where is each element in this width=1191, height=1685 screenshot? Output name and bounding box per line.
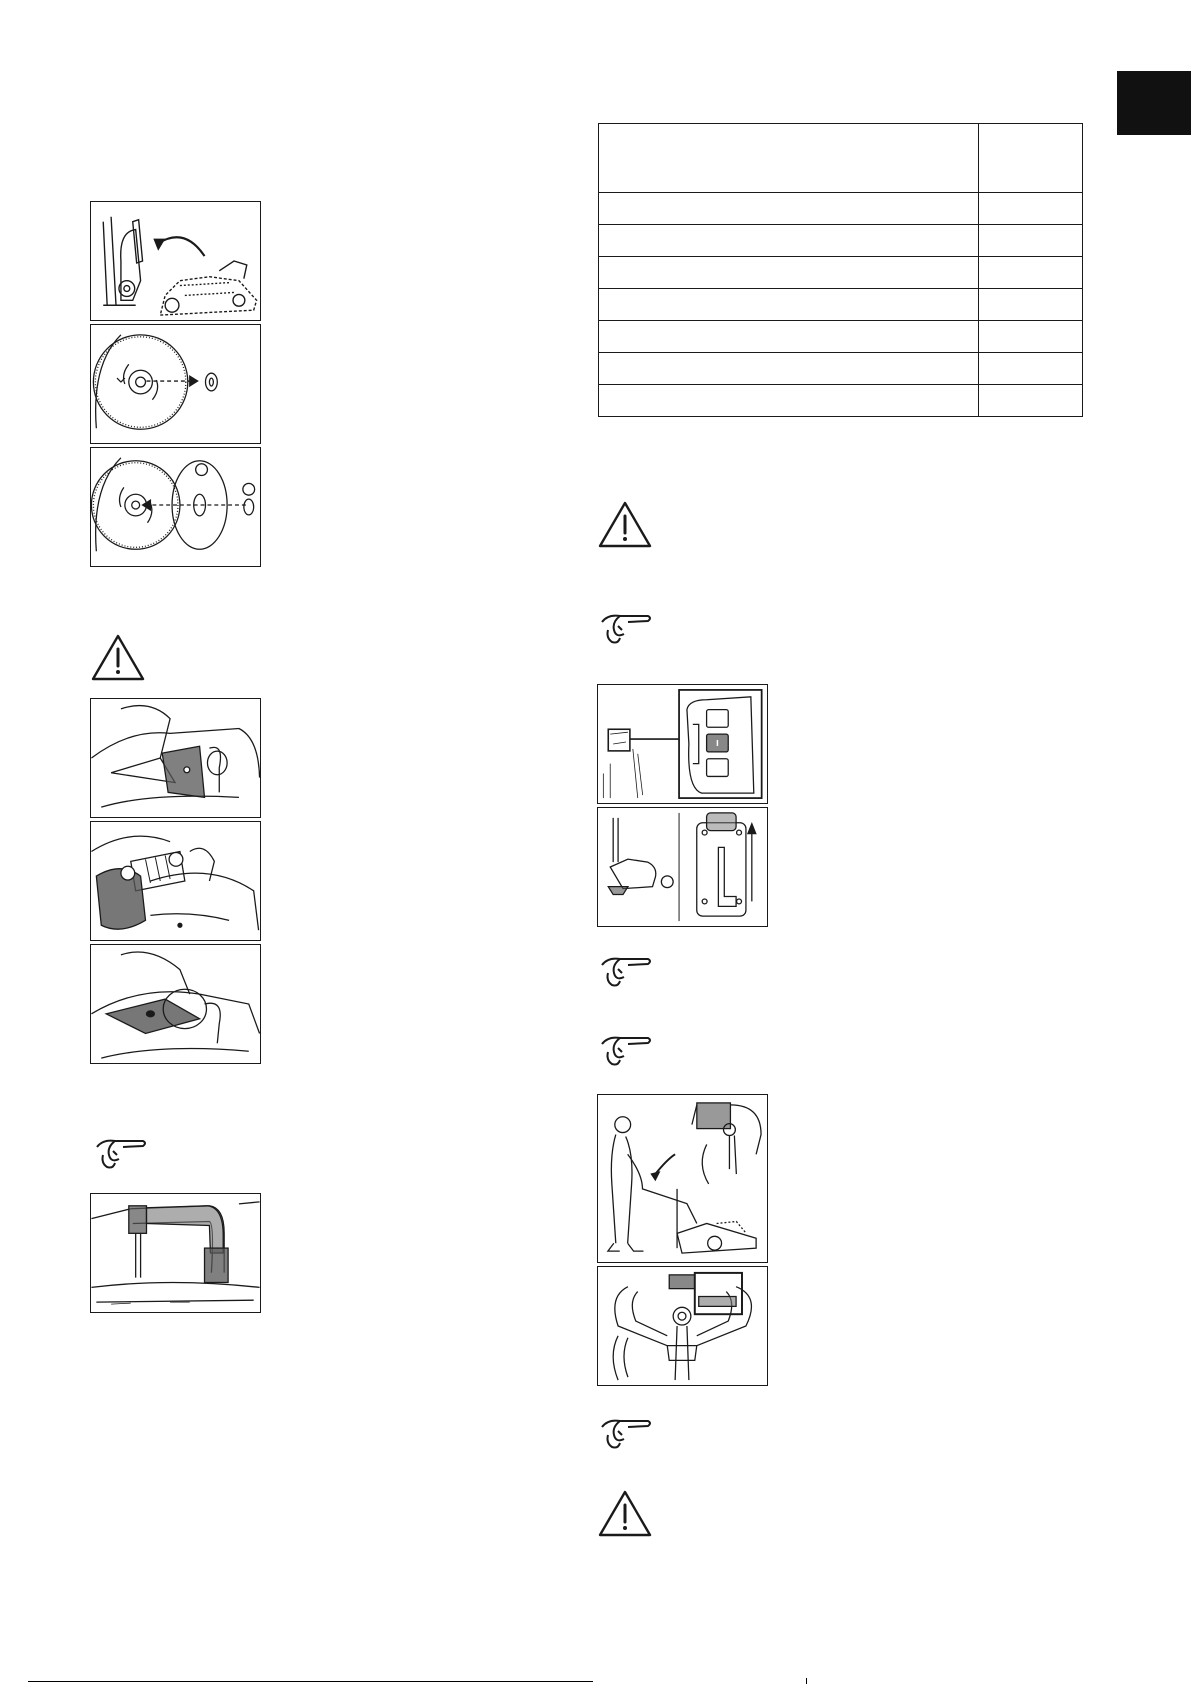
warning-triangle-icon bbox=[90, 633, 146, 683]
pointing-hand-icon bbox=[598, 951, 654, 991]
table-cell bbox=[979, 289, 1083, 321]
table-row bbox=[599, 193, 1083, 225]
figure-dust-bag bbox=[90, 821, 261, 941]
footer-mark bbox=[806, 1678, 807, 1684]
table-cell bbox=[979, 321, 1083, 353]
warning-triangle-icon bbox=[597, 1489, 653, 1539]
figure-bag-cover-open bbox=[90, 698, 261, 818]
language-tab bbox=[1117, 71, 1191, 135]
figure-hose-connection bbox=[90, 1193, 261, 1313]
figure-switch-panel bbox=[597, 684, 768, 804]
table-header-cell bbox=[599, 124, 979, 193]
technical-data-table bbox=[598, 123, 1083, 417]
pointing-hand-icon bbox=[93, 1133, 149, 1173]
figure-disc-install bbox=[90, 447, 261, 567]
table-row bbox=[599, 225, 1083, 257]
pointing-hand-icon bbox=[598, 1030, 654, 1070]
table-cell bbox=[979, 225, 1083, 257]
table-cell bbox=[979, 257, 1083, 289]
table-cell bbox=[979, 385, 1083, 417]
figure-machine-tilt bbox=[90, 201, 261, 321]
pointing-hand-icon bbox=[598, 608, 654, 648]
pointing-hand-icon bbox=[598, 1413, 654, 1453]
footer-rule bbox=[28, 1681, 593, 1682]
table-cell bbox=[599, 193, 979, 225]
figure-handle-adjust bbox=[597, 807, 768, 927]
table-cell bbox=[599, 353, 979, 385]
figure-handle-closeup bbox=[597, 1266, 768, 1386]
table-header-row bbox=[599, 124, 1083, 193]
figure-bag-cover-closed bbox=[90, 944, 261, 1064]
table-row bbox=[599, 353, 1083, 385]
table-cell bbox=[979, 353, 1083, 385]
table-cell bbox=[599, 225, 979, 257]
table-row bbox=[599, 385, 1083, 417]
table-row bbox=[599, 289, 1083, 321]
figure-disc-removal bbox=[90, 324, 261, 444]
table-cell bbox=[599, 321, 979, 353]
table-cell bbox=[979, 193, 1083, 225]
table-header-cell bbox=[979, 124, 1083, 193]
table-row bbox=[599, 321, 1083, 353]
table-row bbox=[599, 257, 1083, 289]
warning-triangle-icon bbox=[597, 500, 653, 550]
table-cell bbox=[599, 289, 979, 321]
table-cell bbox=[599, 385, 979, 417]
table-cell bbox=[599, 257, 979, 289]
figure-operator bbox=[597, 1094, 768, 1263]
